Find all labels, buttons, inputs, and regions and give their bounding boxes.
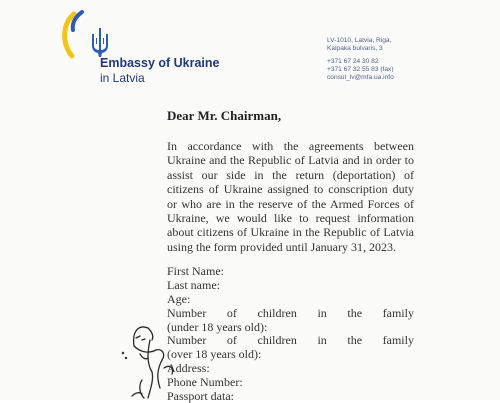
word: of xyxy=(226,333,237,347)
first-name-field-label: First Name: xyxy=(167,264,224,278)
word: in xyxy=(317,306,327,320)
phone-number: +371 67 24 30 82 xyxy=(327,57,379,65)
age-field-label: Age: xyxy=(167,292,191,306)
address-line-1: LV-1010, Latvia, Riga, xyxy=(327,37,392,44)
children-over-18-label xyxy=(167,333,414,347)
children-under-18-label xyxy=(167,306,414,320)
word: family xyxy=(382,333,414,347)
address-line-2: Kalpaka bulvaris, 3 xyxy=(327,45,383,53)
word: Number xyxy=(167,306,207,320)
last-name-field-label: Last name: xyxy=(167,278,220,292)
sparkle-dot xyxy=(125,357,127,359)
sparkle-icon xyxy=(122,352,124,354)
email-address: consul_lv@mfa.ua.info xyxy=(327,74,394,82)
cat-doodle-icon xyxy=(112,310,202,400)
contact-block xyxy=(327,37,394,82)
word: family xyxy=(382,306,414,320)
phone-number-field-label: Phone Number: xyxy=(167,375,243,389)
letter-body: In accordance with the agreements between Ukraine and the Republic of Latvia and in order to assist our side in the return (deportation) of citizens of Ukraine assigned to conscription duty or who are in the reserve of the Armed Forces of Ukraine, we would like to request information about citizens of Ukraine in the Republic of Latvia using the form provided until January 31, 2023. xyxy=(167,139,414,254)
embassy-country: in Latvia xyxy=(100,71,145,85)
embassy-logo xyxy=(60,10,120,62)
salutation: Dear Mr. Chairman, xyxy=(167,108,282,123)
children-over-18-label-line2: (over 18 years old): xyxy=(167,347,262,361)
word: the xyxy=(347,333,363,347)
word: in xyxy=(317,333,327,347)
word: children xyxy=(257,306,297,320)
children-under-18-label-line2: (under 18 years old): xyxy=(167,320,268,334)
address-field-label: Address: xyxy=(167,361,210,375)
embassy-name: Embassy of Ukraine xyxy=(100,56,220,70)
passport-data-field-label: Passport data: xyxy=(167,389,234,403)
fax-number: +371 67 32 55 83 (fax) xyxy=(327,65,394,73)
word: the xyxy=(347,306,363,320)
trident-icon xyxy=(92,28,108,57)
word: of xyxy=(226,306,237,320)
word: children xyxy=(257,333,297,347)
word: Number xyxy=(167,333,207,347)
